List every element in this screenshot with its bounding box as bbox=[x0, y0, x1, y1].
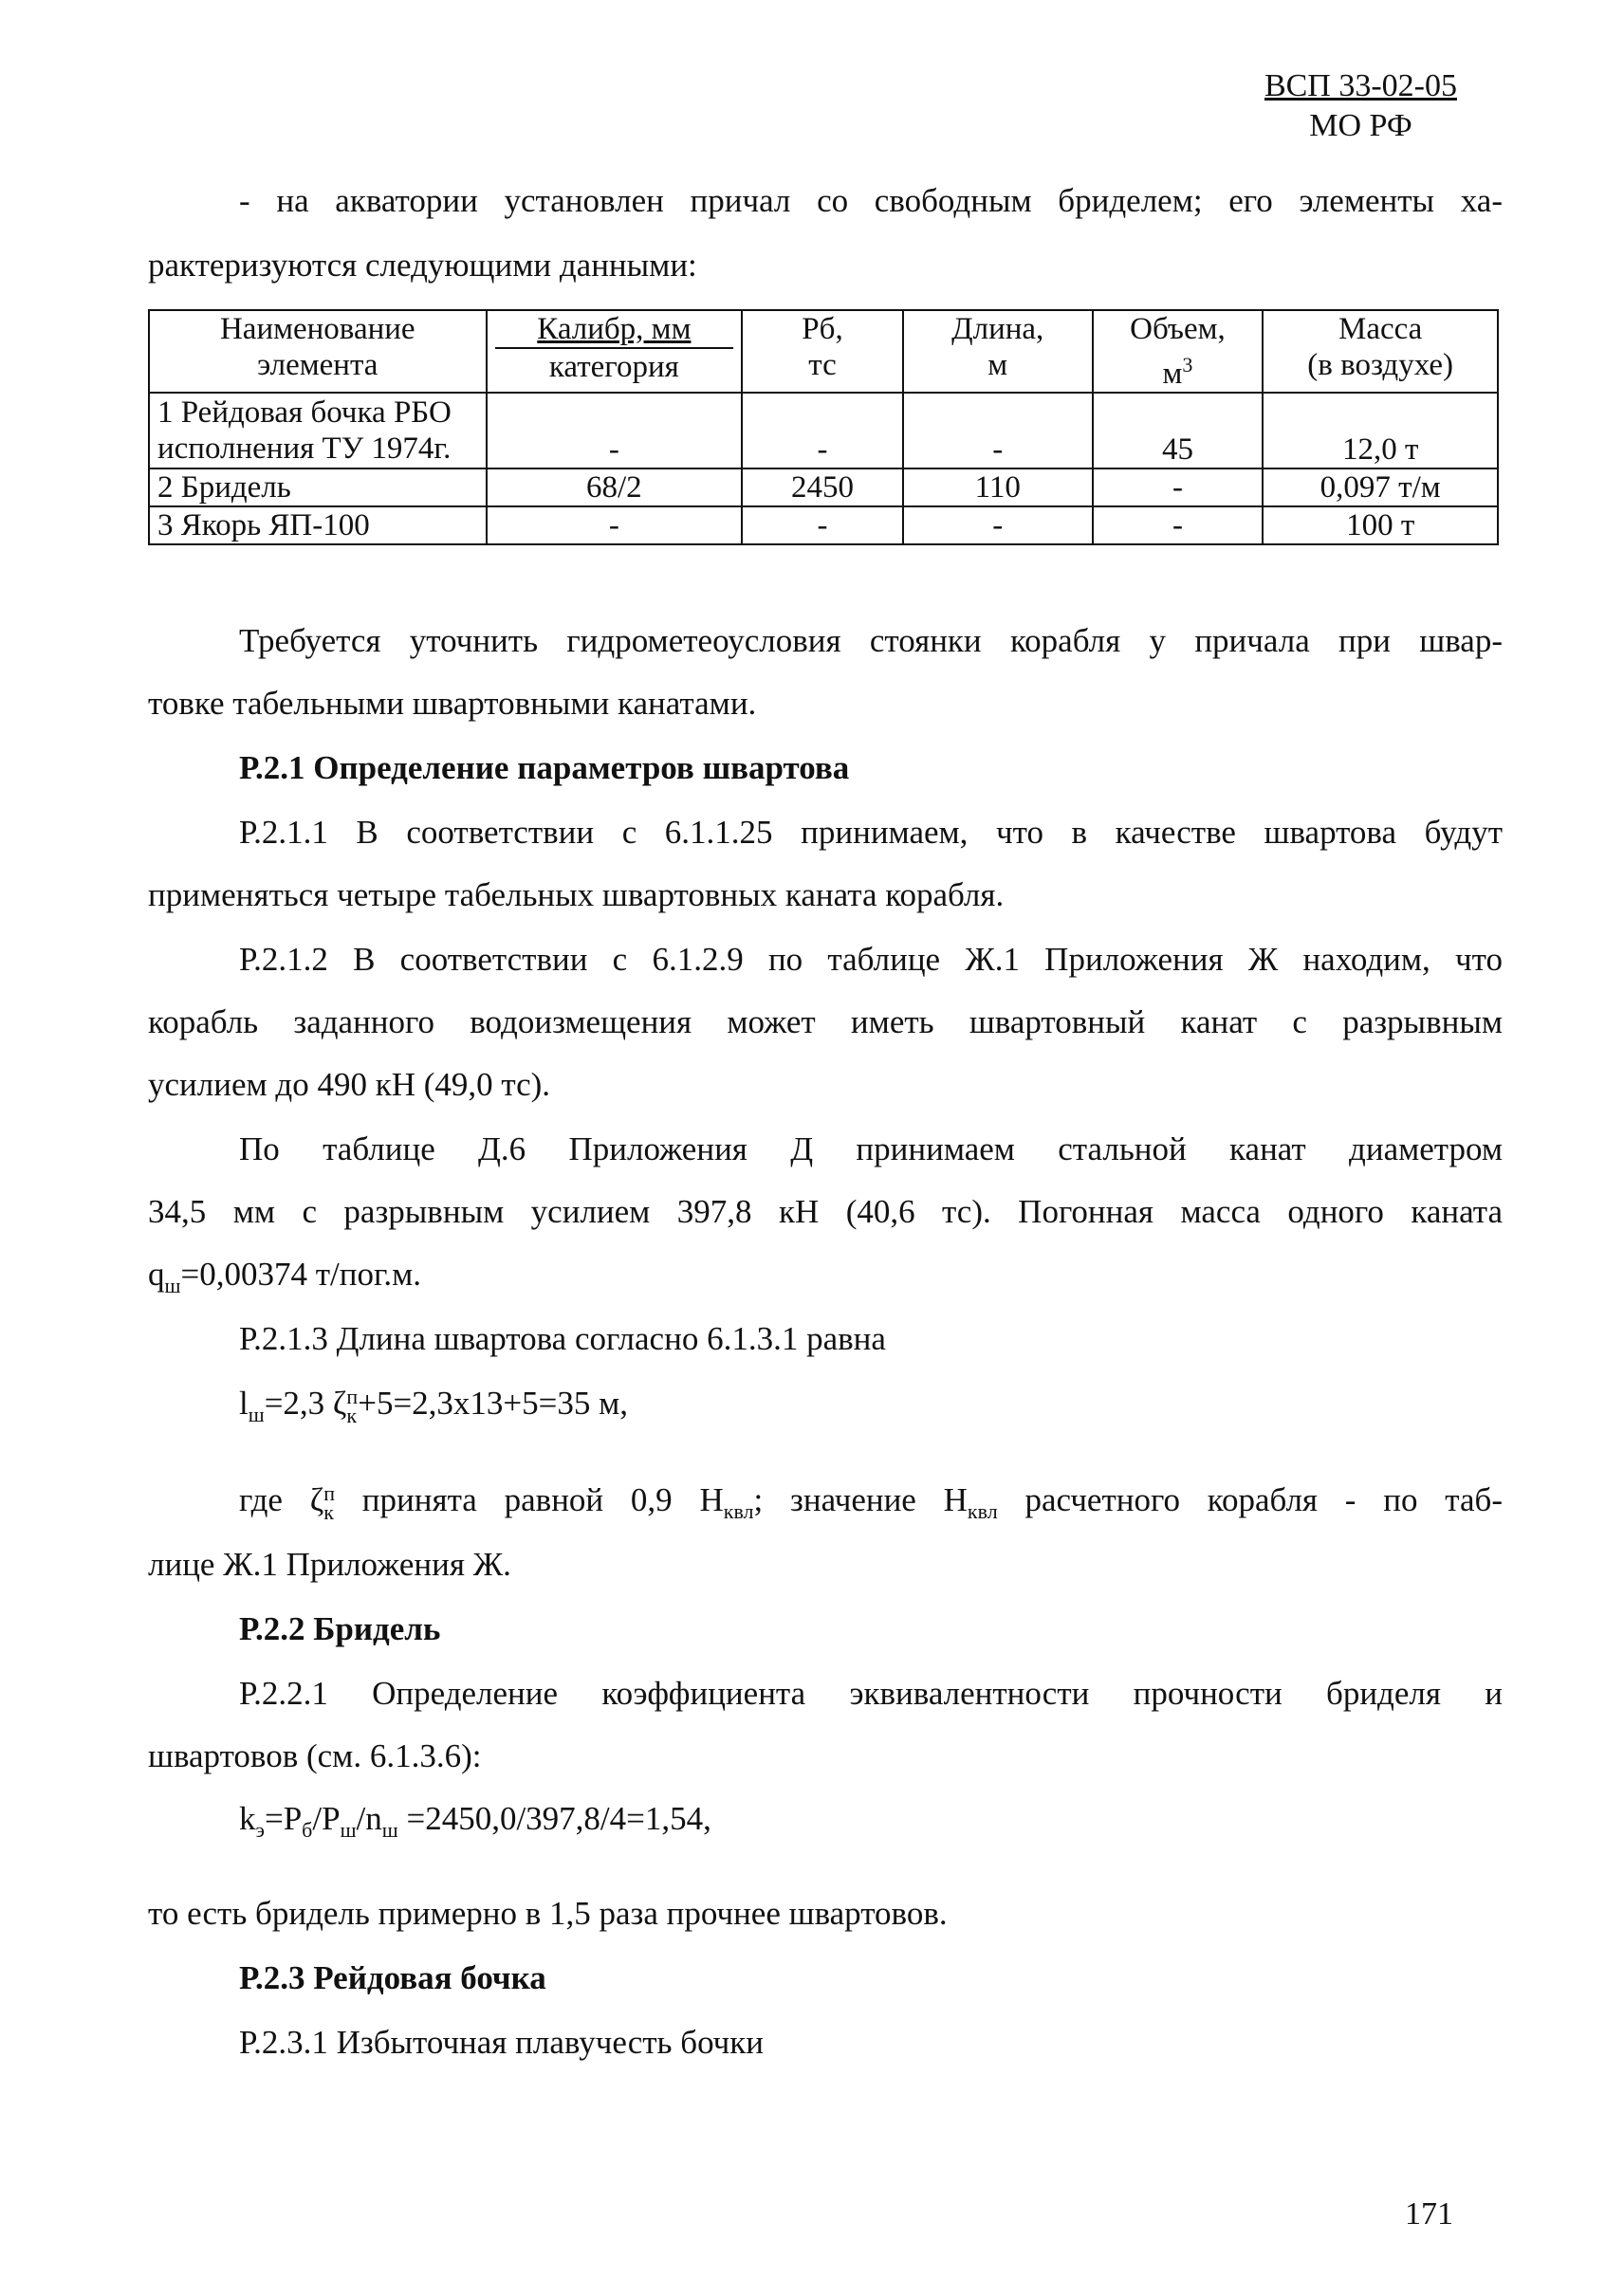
para-p221-line-1: Р.2.2.1 Определение коэффициента эквивалентности прочности бриделя и bbox=[239, 1675, 1503, 1712]
row-caliber: - bbox=[487, 506, 743, 544]
row-mass: 0,097 т/м bbox=[1263, 468, 1498, 506]
section-heading-p22: Р.2.2 Бридель bbox=[239, 1610, 441, 1647]
para-d6-line-3: $q_ш=0,00374$ т/пог.м. bbox=[148, 1256, 421, 1297]
row-length: - bbox=[903, 506, 1093, 544]
section-heading-p21: Р.2.1 Определение параметров швартова bbox=[239, 749, 850, 786]
table-row bbox=[149, 468, 1498, 506]
row-volume: 45 bbox=[1093, 393, 1264, 468]
where-line-1: где ζ п к принята равной 0,9 $Н_{квл}$; значение $Н_{квл}$ расчетного корабля - по таб- bbox=[239, 1480, 1503, 1524]
row-caliber: 68/2 bbox=[487, 468, 743, 506]
standard-code: ВСП 33-02-05 bbox=[1264, 68, 1457, 103]
para-p212-line-3: усилием до 490 кН (49,0 тс). bbox=[148, 1066, 551, 1103]
intro-line-2: рактеризуются следующими данными: bbox=[148, 247, 697, 284]
row-length: 110 bbox=[903, 468, 1093, 506]
para-p231: Р.2.3.1 Избыточная плавучесть бочки bbox=[239, 2024, 765, 2061]
row-name: 2 Бридель bbox=[149, 468, 487, 506]
para-p212-line-2: корабль заданного водоизмещения может иметь швартовный канат с разрывным bbox=[148, 1003, 1503, 1040]
formula-equivalence-coefficient: $k_э=P_б/P_ш/n_ш =2450,0/397,8/4=1,54$, bbox=[239, 1800, 711, 1842]
document-header bbox=[1264, 66, 1457, 146]
table-row bbox=[149, 393, 1498, 468]
table-row bbox=[149, 506, 1498, 544]
row-volume: - bbox=[1093, 468, 1264, 506]
para-p212-line-1: Р.2.1.2 В соответствии с 6.1.2.9 по таблице Ж.1 Приложения Ж находим, что bbox=[239, 941, 1503, 978]
row-length: - bbox=[903, 393, 1093, 468]
formula-mooring-length: $l_ш=2,3$ ζ п к +5=2,3х13+5=35 м, bbox=[239, 1384, 629, 1427]
col-volume-header: Объем, $м^3$ bbox=[1093, 310, 1264, 393]
para-p213: Р.2.1.3 Длина швартова согласно 6.1.3.1 равна bbox=[239, 1320, 886, 1357]
page-number: 171 bbox=[1405, 2196, 1453, 2232]
row-name: 3 Якорь ЯП-100 bbox=[149, 506, 487, 544]
requirement-line-1: Требуется уточнить гидрометеоусловия стоянки корабля у причала при швар- bbox=[239, 622, 1503, 659]
intro-line-1: - на акватории установлен причал со свободным бриделем; его элементы ха- bbox=[239, 182, 1503, 219]
col-name-header: Наименование элемента bbox=[149, 310, 487, 393]
table-header-row bbox=[149, 310, 1498, 393]
para-d6-line-1: По таблице Д.6 Приложения Д принимаем стальной канат диаметром bbox=[239, 1130, 1503, 1167]
row-mass: 100 т bbox=[1263, 506, 1498, 544]
para-p211-line-1: Р.2.1.1 В соответствии с 6.1.1.25 принимаем, что в качестве швартова будут bbox=[239, 814, 1503, 851]
para-p211-line-2: применяться четыре табельных швартовных каната корабля. bbox=[148, 876, 1005, 913]
row-p: - bbox=[742, 393, 903, 468]
col-mass-header: Масса (в воздухе) bbox=[1263, 310, 1498, 393]
elements-table bbox=[148, 309, 1499, 545]
row-volume: - bbox=[1093, 506, 1264, 544]
col-length-header: Длина, м bbox=[903, 310, 1093, 393]
section-heading-p23: Р.2.3 Рейдовая бочка bbox=[239, 1959, 546, 1996]
row-mass: 12,0 т bbox=[1263, 393, 1498, 468]
conclusion-line: то есть бридель примерно в 1,5 раза прочнее швартовов. bbox=[148, 1895, 948, 1932]
col-caliber-header: Калибр, мм категория bbox=[487, 310, 743, 393]
col-p-header: Рб, тс bbox=[742, 310, 903, 393]
organization: МО РФ bbox=[1309, 108, 1412, 143]
where-line-2: лице Ж.1 Приложения Ж. bbox=[148, 1546, 511, 1583]
row-p: - bbox=[742, 506, 903, 544]
para-p221-line-2: швартовов (см. 6.1.3.6): bbox=[148, 1737, 482, 1774]
row-caliber: - bbox=[487, 393, 743, 468]
row-name: 1 Рейдовая бочка РБО исполнения ТУ 1974г. bbox=[149, 393, 487, 468]
para-d6-line-2: 34,5 мм с разрывным усилием 397,8 кН (40,6 тс). Погонная масса одного каната bbox=[148, 1193, 1503, 1230]
row-p: 2450 bbox=[742, 468, 903, 506]
requirement-line-2: товке табельными швартовными канатами. bbox=[148, 685, 757, 722]
